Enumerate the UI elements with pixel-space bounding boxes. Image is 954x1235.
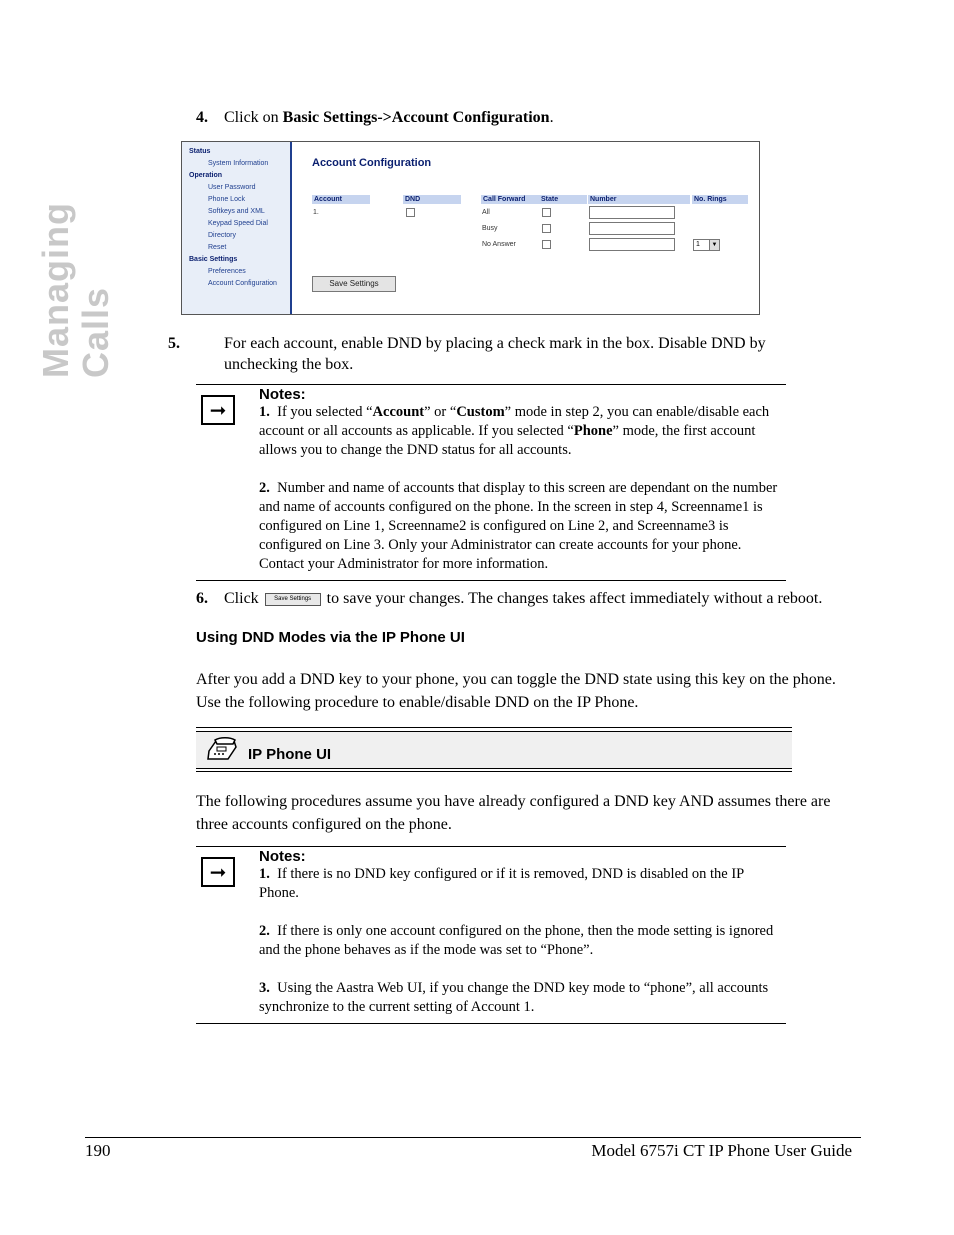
- note-1-text-d: ” mode, the first account allows you to change the DND status for all accounts.: [259, 423, 756, 458]
- nav-user-password[interactable]: User Password: [208, 184, 256, 191]
- step-6-prefix: Click: [224, 590, 259, 607]
- nav-reset[interactable]: Reset: [208, 244, 227, 251]
- side-chapter-title: Managing Calls: [35, 202, 116, 378]
- arrow-right-icon: ➞: [201, 857, 235, 887]
- notes-heading: Notes:: [259, 848, 306, 865]
- note-number: 1.: [259, 404, 270, 420]
- note-3: [259, 979, 786, 1017]
- col-header-call-forward: Call Forward: [481, 195, 539, 204]
- phone-icon: [206, 737, 238, 761]
- col-header-state: State: [539, 195, 587, 204]
- account-value: 1.: [313, 209, 319, 216]
- ip-phone-ui-label: IP Phone UI: [248, 746, 332, 763]
- step-4-suffix: .: [549, 109, 554, 126]
- forward-busy-number-input[interactable]: [589, 222, 675, 235]
- note-number: 1.: [259, 866, 270, 882]
- account-configuration-screenshot: [181, 141, 760, 315]
- col-header-dnd: DND: [403, 195, 461, 204]
- note-1-bold-phone: Phone: [573, 423, 613, 439]
- note-number: 2.: [259, 923, 270, 939]
- step-6: [196, 588, 866, 609]
- note-1-text-c: ” mode in step 2, you can enable/disable each account or all accounts as applicable. If you selected “: [259, 404, 770, 439]
- step-6-suffix: to save your changes. The changes takes affect immediately without a reboot.: [326, 590, 823, 607]
- nav-keypad-speed-dial[interactable]: Keypad Speed Dial: [208, 220, 268, 227]
- forward-no-answer-state-checkbox[interactable]: [542, 240, 551, 249]
- forward-busy-state-checkbox[interactable]: [542, 224, 551, 233]
- nav-directory[interactable]: Directory: [208, 232, 237, 239]
- notes-box-2: [196, 846, 786, 1024]
- nav-system-information[interactable]: System Information: [208, 160, 269, 167]
- footer-rule: [85, 1137, 861, 1138]
- chevron-down-icon: ▼: [709, 240, 719, 250]
- note-1: [259, 403, 786, 460]
- assumption-paragraph: The following procedures assume you have already configured a DND key AND assumes there are three accounts configured on the phone.: [196, 793, 831, 833]
- nav-operation[interactable]: Operation: [189, 172, 223, 179]
- section-heading: Using DND Modes via the IP Phone UI: [196, 629, 465, 646]
- notes-box-1: [196, 384, 786, 581]
- save-settings-inline-button: Save Settings: [265, 593, 321, 606]
- col-header-number: Number: [588, 195, 690, 204]
- page-number: 190: [85, 1141, 111, 1160]
- note-2: [259, 922, 786, 960]
- forward-all-state-checkbox[interactable]: [542, 208, 551, 217]
- nav-basic-settings[interactable]: Basic Settings: [189, 256, 238, 263]
- col-header-no-rings: No. Rings: [692, 195, 748, 204]
- nav-status[interactable]: Status: [189, 148, 211, 155]
- nav-softkeys-xml[interactable]: Softkeys and XML: [208, 208, 265, 215]
- col-header-account: Account: [312, 195, 370, 204]
- note-1-bold-account: Account: [372, 404, 425, 420]
- note-number: 2.: [259, 480, 270, 496]
- note-1-bold-custom: Custom: [456, 404, 505, 420]
- note-text: Using the Aastra Web UI, if you change the DND key mode to “phone”, all accounts synchronize to the current setting of Account 1.: [259, 980, 769, 1015]
- step-number: 6.: [196, 590, 208, 607]
- nav-preferences[interactable]: Preferences: [208, 268, 246, 275]
- no-rings-value: 1: [696, 241, 700, 248]
- intro-paragraph: After you add a DND key to your phone, you can toggle the DND state using this key on the phone. Use the following procedure to enable/disable DND on the IP Phone.: [196, 671, 836, 711]
- ip-phone-ui-banner: [196, 727, 792, 771]
- note-text: If there is only one account configured on the phone, then the mode setting is ignored and the phone behaves as if the mode was set to “Phone”.: [259, 923, 774, 958]
- forward-no-answer-number-input[interactable]: [589, 238, 675, 251]
- note-2-text: Number and name of accounts that display to this screen are dependant on the number and name of accounts configured on the phone. In the screen in step 4, Screenname1 is configured on Line 1, Screenname2 is configured on Line 2, and Screenname3 is configured on Line 3. Only your Administrator can create accounts for your phone. Contact your Administrator for more information.: [259, 480, 778, 572]
- note-1-text-b: ” or “: [424, 404, 457, 420]
- forward-label-busy: Busy: [482, 225, 498, 232]
- note-number: 3.: [259, 980, 270, 996]
- forward-all-number-input[interactable]: [589, 206, 675, 219]
- guide-title: Model 6757i CT IP Phone User Guide: [591, 1141, 852, 1160]
- notes-heading: Notes:: [259, 386, 306, 403]
- web-ui-page-title: Account Configuration: [312, 157, 432, 169]
- step-5: [168, 333, 816, 375]
- forward-label-no-answer: No Answer: [482, 241, 516, 248]
- web-ui-sidebar: [182, 142, 292, 314]
- note-1-text-a: If you selected “: [277, 404, 373, 420]
- save-settings-button[interactable]: Save Settings: [312, 276, 396, 292]
- note-text: If there is no DND key configured or if it is removed, DND is disabled on the IP Phone.: [259, 866, 744, 901]
- forward-label-all: All: [482, 209, 490, 216]
- nav-phone-lock[interactable]: Phone Lock: [208, 196, 245, 203]
- step-number: 5.: [168, 335, 180, 352]
- step-4-menu-path: Basic Settings->Account Configuration: [282, 109, 550, 126]
- step-5-text: For each account, enable DND by placing a check mark in the box. Disable DND by unchecking the box.: [224, 335, 766, 373]
- nav-account-configuration[interactable]: Account Configuration: [208, 280, 277, 287]
- step-number: 4.: [196, 109, 208, 126]
- arrow-right-icon: ➞: [201, 395, 235, 425]
- note-2: [259, 479, 786, 574]
- no-rings-select[interactable]: [693, 239, 720, 251]
- step-4-prefix: Click on: [224, 109, 283, 126]
- step-4: [196, 107, 554, 128]
- note-1: [259, 865, 786, 903]
- dnd-checkbox[interactable]: [406, 208, 415, 217]
